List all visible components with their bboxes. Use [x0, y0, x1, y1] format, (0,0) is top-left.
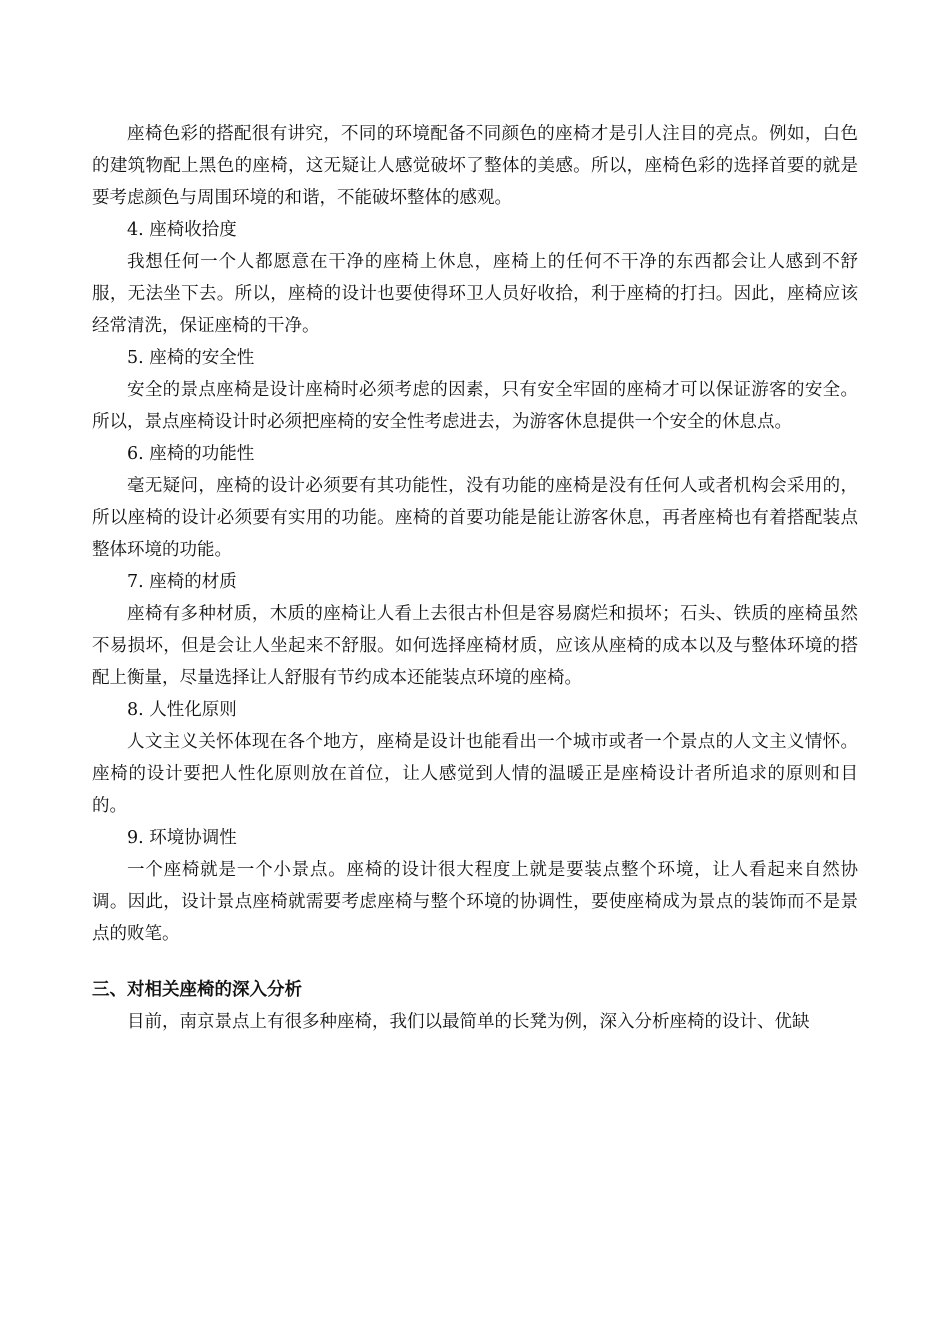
- section-3-title: 三、对相关座椅的深入分析: [92, 980, 302, 1000]
- item-heading-9: 9. 环境协调性: [127, 828, 237, 848]
- item-body-5: 安全的景点座椅是设计座椅时必须考虑的因素，只有安全牢固的座椅才可以保证游客的安全。所以，景点座椅设计时必须把座椅的安全性考虑进去，为游客休息提供一个安全的休息点。: [92, 380, 858, 432]
- item-body-8: 人文主义关怀体现在各个地方，座椅是设计也能看出一个城市或者一个景点的人文主义情怀。座椅的设计要把人性化原则放在首位，让人感觉到人情的温暖正是座椅设计者所追求的原则和目的。: [92, 732, 858, 816]
- section-spacer: [92, 950, 858, 974]
- paragraph-seat-color: 座椅色彩的搭配很有讲究，不同的环境配备不同颜色的座椅才是引人注目的亮点。例如，白色的建筑物配上黑色的座椅，这无疑让人感觉破坏了整体的美感。所以，座椅色彩的选择首要的就是要考虑颜色与周围环境的和谐，不能破坏整体的感观。: [92, 124, 858, 208]
- document-page: [92, 118, 858, 1038]
- section-3-body: 目前，南京景点上有很多种座椅，我们以最简单的长凳为例，深入分析座椅的设计、优缺: [127, 1012, 810, 1032]
- item-body-6: 毫无疑问，座椅的设计必须要有其功能性，没有功能的座椅是没有任何人或者机构会采用的，所以座椅的设计必须要有实用的功能。座椅的首要功能是能让游客休息，再者座椅也有着搭配装点整体环境的功能。: [92, 476, 858, 560]
- item-heading-8: 8. 人性化原则: [127, 700, 237, 720]
- item-heading-4: 4. 座椅收拾度: [127, 220, 237, 240]
- item-heading-5: 5. 座椅的安全性: [127, 348, 255, 368]
- item-body-4: 我想任何一个人都愿意在干净的座椅上休息，座椅上的任何不干净的东西都会让人感到不舒服，无法坐下去。所以，座椅的设计也要使得环卫人员好收拾，利于座椅的打扫。因此，座椅应该经常清洗，保证座椅的干净。: [92, 252, 858, 336]
- item-body-7: 座椅有多种材质，木质的座椅让人看上去很古朴但是容易腐烂和损坏；石头、铁质的座椅虽然不易损坏，但是会让人坐起来不舒服。如何选择座椅材质，应该从座椅的成本以及与整体环境的搭配上衡量，尽量选择让人舒服有节约成本还能装点环境的座椅。: [92, 604, 858, 688]
- item-heading-6: 6. 座椅的功能性: [127, 444, 255, 464]
- item-body-9: 一个座椅就是一个小景点。座椅的设计很大程度上就是要装点整个环境，让人看起来自然协调。因此，设计景点座椅就需要考虑座椅与整个环境的协调性，要使座椅成为景点的装饰而不是景点的败笔。: [92, 860, 858, 944]
- item-heading-7: 7. 座椅的材质: [127, 572, 237, 592]
